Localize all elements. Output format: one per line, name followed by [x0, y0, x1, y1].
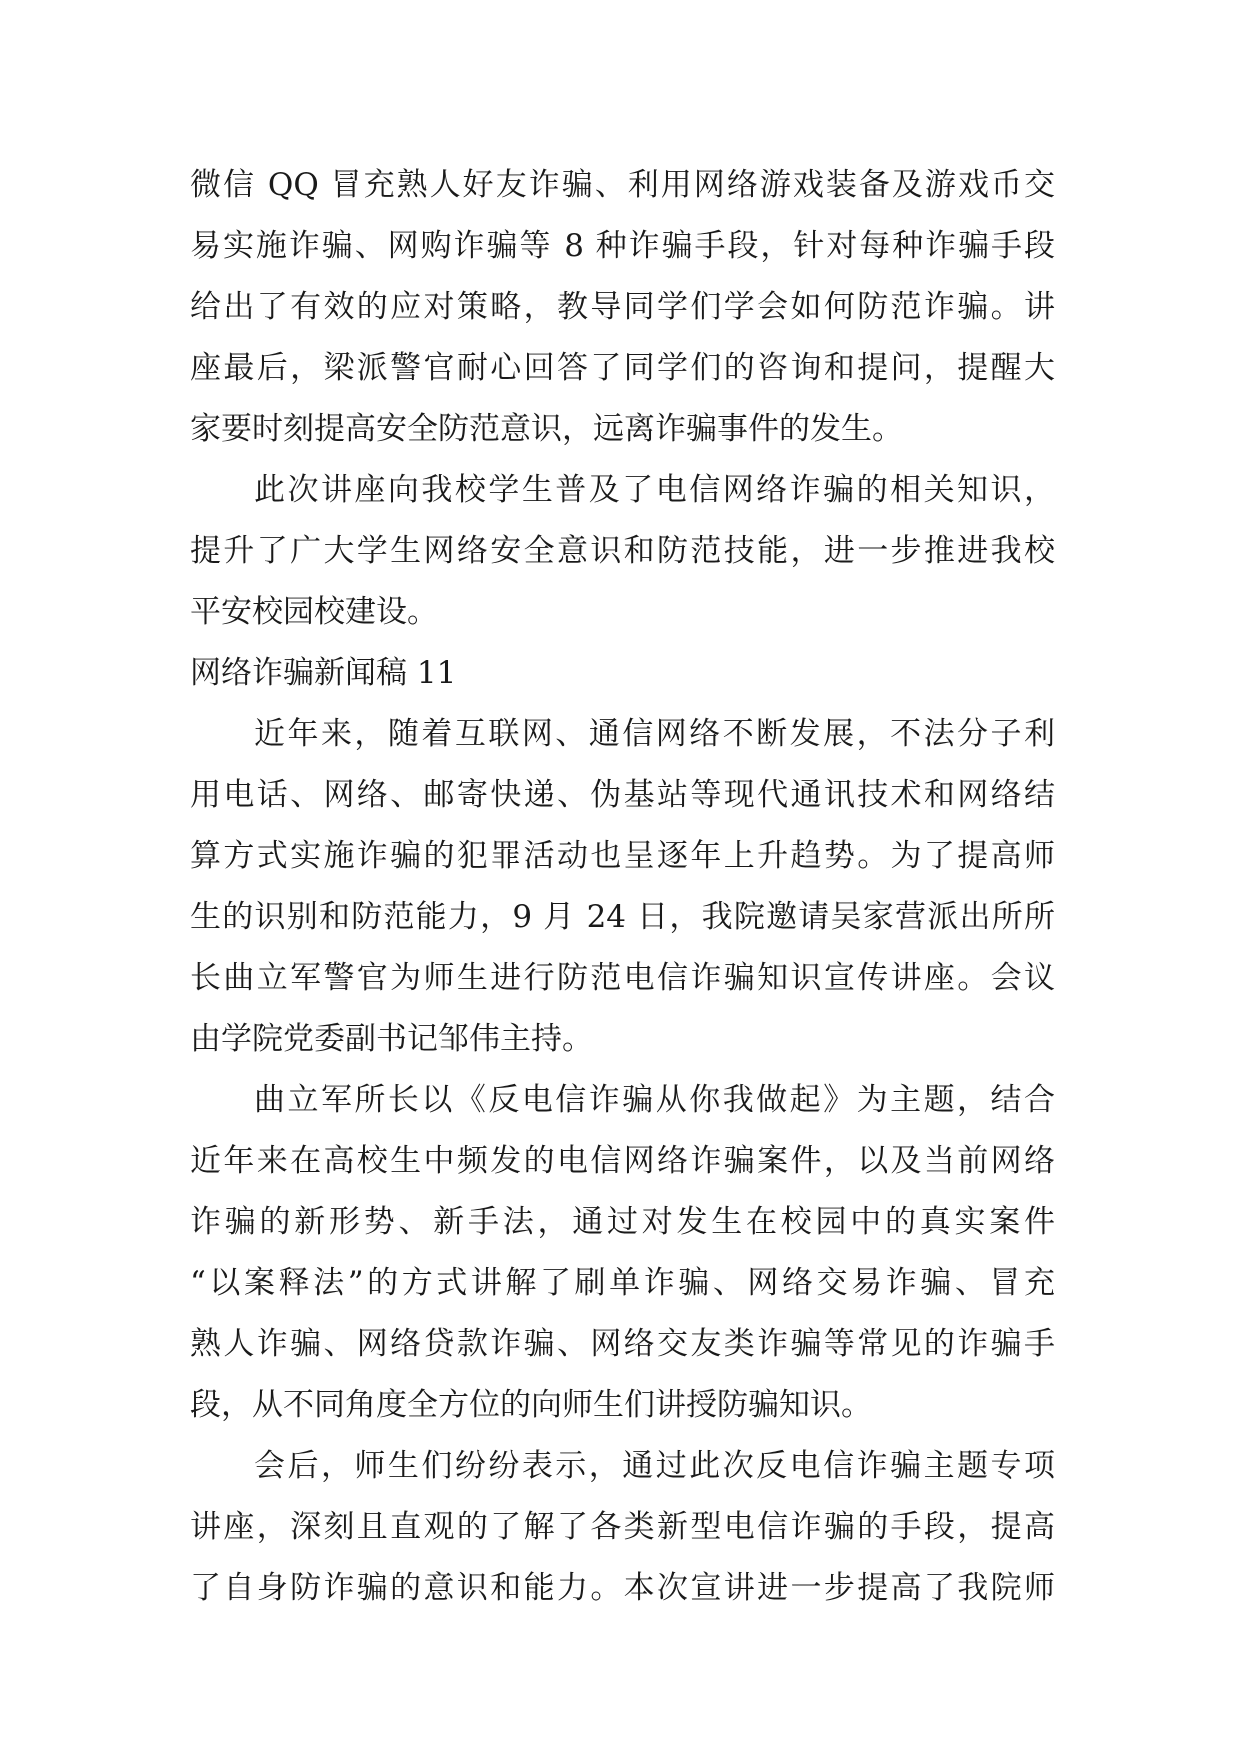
paragraph-line: “以案释法”的方式讲解了刷单诈骗、网络交易诈骗、冒充: [190, 1265, 1055, 1301]
document-body: [190, 155, 1055, 1619]
paragraph-line: 熟人诈骗、网络贷款诈骗、网络交友类诈骗等常见的诈骗手: [190, 1326, 1055, 1362]
paragraph-line: 提升了广大学生网络安全意识和防范技能，进一步推进我校: [190, 533, 1055, 569]
paragraph-line: 近年来在高校生中频发的电信网络诈骗案件，以及当前网络: [190, 1143, 1055, 1179]
paragraph-line: 平安校园校建设。: [190, 594, 438, 630]
paragraph-line: 段，从不同角度全方位的向师生们讲授防骗知识。: [190, 1387, 872, 1423]
paragraph-line: 座最后，梁派警官耐心回答了同学们的咨询和提问，提醒大: [190, 350, 1055, 386]
paragraph-line: 易实施诈骗、网购诈骗等 8 种诈骗手段，针对每种诈骗手段: [190, 228, 1055, 264]
paragraph-line: 会后，师生们纷纷表示，通过此次反电信诈骗主题专项: [254, 1448, 1055, 1484]
paragraph-line: 给出了有效的应对策略，教导同学们学会如何防范诈骗。讲: [190, 289, 1055, 325]
paragraph-line: 算方式实施诈骗的犯罪活动也呈逐年上升趋势。为了提高师: [190, 838, 1055, 874]
paragraph-line: 此次讲座向我校学生普及了电信网络诈骗的相关知识，: [254, 472, 1055, 508]
paragraph-line: 了自身防诈骗的意识和能力。本次宣讲进一步提高了我院师: [190, 1570, 1055, 1606]
paragraph-line: 由学院党委副书记邹伟主持。: [190, 1021, 593, 1057]
paragraph-line: 诈骗的新形势、新手法，通过对发生在校园中的真实案件: [190, 1204, 1055, 1240]
section-heading: 网络诈骗新闻稿 11: [190, 655, 457, 691]
paragraph-line: 微信 QQ 冒充熟人好友诈骗、利用网络游戏装备及游戏币交: [190, 167, 1055, 203]
paragraph-line: 长曲立军警官为师生进行防范电信诈骗知识宣传讲座。会议: [190, 960, 1055, 996]
paragraph-line: 用电话、网络、邮寄快递、伪基站等现代通讯技术和网络结: [190, 777, 1055, 813]
paragraph-line: 生的识别和防范能力，9 月 24 日，我院邀请吴家营派出所所: [190, 899, 1055, 935]
paragraph-line: 近年来，随着互联网、通信网络不断发展，不法分子利: [254, 716, 1055, 752]
paragraph-line: 讲座，深刻且直观的了解了各类新型电信诈骗的手段，提高: [190, 1509, 1055, 1545]
paragraph-line: 家要时刻提高安全防范意识，远离诈骗事件的发生。: [190, 411, 903, 447]
paragraph-line: 曲立军所长以《反电信诈骗从你我做起》为主题，结合: [254, 1082, 1055, 1118]
